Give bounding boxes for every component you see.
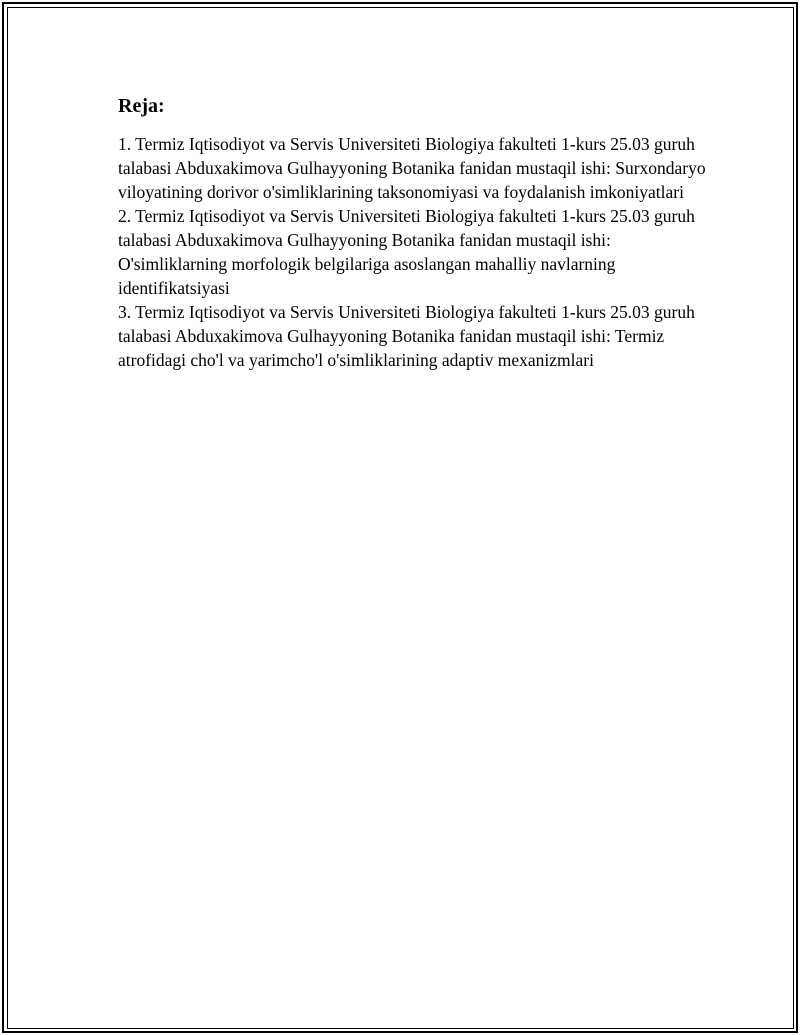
plan-item-1: 1. Termiz Iqtisodiyot va Servis Universiteti Biologiya fakulteti 1-kurs 25.03 guruh talabasi Abduxakimova Gulhayyoning Botanika fanidan mustaqil ishi: Surxondaryo viloyatining dorivor o'simliklarining taksonomiyasi va foydalanish imkoniyatlari (118, 134, 706, 202)
plan-item-3: 3. Termiz Iqtisodiyot va Servis Universiteti Biologiya fakulteti 1-kurs 25.03 guruh talabasi Abduxakimova Gulhayyoning Botanika fanidan mustaqil ishi: Termiz atrofidagi cho'l va yarimcho'l o'simliklarining adaptiv mexanizmlari (118, 302, 695, 370)
document-content (118, 93, 718, 372)
plan-item-2: 2. Termiz Iqtisodiyot va Servis Universiteti Biologiya fakulteti 1-kurs 25.03 guruh talabasi Abduxakimova Gulhayyoning Botanika fanidan mustaqil ishi: O'simliklarning morfologik belgilariga asoslangan mahalliy navlarning identifikatsiyasi (118, 206, 695, 298)
plan-list (118, 132, 718, 372)
plan-heading: Reja: (118, 95, 165, 117)
